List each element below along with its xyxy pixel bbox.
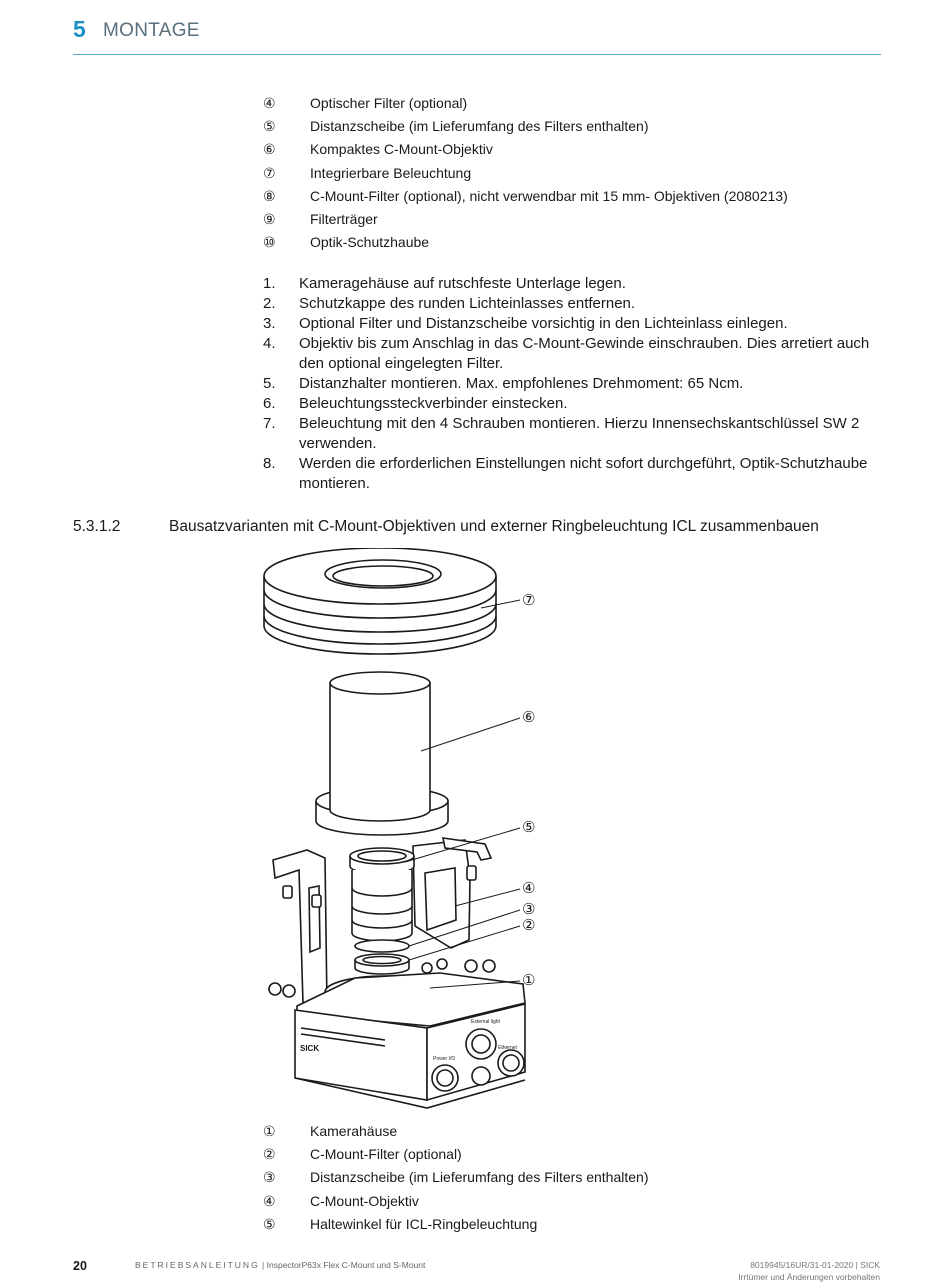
legend-number: ⑤ bbox=[263, 1215, 276, 1232]
step-text: Distanzhalter montieren. Max. empfohlenes Drehmoment: 65 Ncm. bbox=[299, 375, 744, 392]
page-number: 20 bbox=[73, 1259, 87, 1273]
legend-number: ⑧ bbox=[263, 187, 276, 204]
step-number: 6. bbox=[263, 395, 276, 412]
section-number: 5.3.1.2 bbox=[73, 518, 121, 535]
legend-text: Optischer Filter (optional) bbox=[310, 95, 468, 111]
step-item bbox=[263, 294, 873, 314]
step-number: 4. bbox=[263, 335, 276, 352]
legend-number: ⑦ bbox=[263, 164, 276, 181]
step-text: Beleuchtungssteckverbinder einstecken. bbox=[299, 395, 568, 412]
legend-text: C-Mount-Filter (optional), nicht verwendbar mit 15 mm- Objektiven (2080213) bbox=[310, 187, 788, 204]
step-item bbox=[263, 454, 873, 494]
callout-2: ② bbox=[522, 917, 536, 934]
legend-number: ⑩ bbox=[263, 234, 276, 251]
legend-text: Distanzscheibe (im Lieferumfang des Filters enthalten) bbox=[310, 118, 649, 135]
bracket-left bbox=[269, 850, 327, 1010]
legend-text: Distanzscheibe (im Lieferumfang des Filters enthalten) bbox=[310, 1169, 649, 1186]
legend-text: Optik-Schutzhaube bbox=[310, 234, 430, 251]
step-number: 8. bbox=[263, 455, 276, 472]
legend-text: Kamerahäuse bbox=[310, 1123, 398, 1139]
step-number: 1. bbox=[263, 275, 276, 292]
assembly-steps bbox=[263, 274, 873, 494]
legend-number: ⑤ bbox=[263, 118, 276, 135]
callout-1: ① bbox=[522, 972, 536, 989]
callout-6: ⑥ bbox=[522, 709, 536, 726]
footer-doc-id: 8019945/16UR/31-01-2020 | SICK bbox=[750, 1260, 880, 1270]
legend-number: ④ bbox=[263, 95, 276, 111]
step-item bbox=[263, 374, 873, 394]
legend-number: ④ bbox=[263, 1192, 276, 1209]
step-item bbox=[263, 314, 873, 334]
step-item bbox=[263, 394, 873, 414]
optics-tube bbox=[316, 672, 448, 835]
ethernet-label: Ethernet bbox=[498, 1045, 517, 1051]
legend-text: Filterträger bbox=[310, 210, 378, 227]
lens bbox=[350, 848, 414, 941]
external-light-label: External light bbox=[471, 1019, 500, 1025]
legend-text: C-Mount-Objektiv bbox=[310, 1192, 419, 1209]
power-io-label: Power I/O bbox=[433, 1056, 456, 1062]
bracket-right bbox=[413, 838, 491, 948]
step-text: Objektiv bis zum Anschlag in das C-Mount-Gewinde einschrauben. Dies arretiert auch den optional eingelegten Filter. bbox=[299, 335, 870, 372]
callout-5: ⑤ bbox=[522, 819, 536, 836]
step-text: Kameragehäuse auf rutschfeste Unterlage legen. bbox=[299, 275, 626, 292]
mounting-screws bbox=[422, 959, 495, 973]
callout-7: ⑦ bbox=[522, 592, 536, 609]
footer-right bbox=[738, 1259, 880, 1283]
exploded-assembly-illustration bbox=[255, 548, 555, 1116]
chapter-header bbox=[73, 16, 881, 55]
legend-number: ② bbox=[263, 1146, 276, 1163]
legend-number: ⑨ bbox=[263, 210, 276, 227]
legend-text: Integrierbare Beleuchtung bbox=[310, 164, 472, 181]
step-text: Optional Filter und Distanzscheibe vorsichtig in den Lichteinlass einlegen. bbox=[299, 315, 788, 332]
legend-number: ③ bbox=[263, 1169, 276, 1186]
step-number: 5. bbox=[263, 375, 276, 392]
footer-product: InspectorP63x Flex C-Mount und S-Mount bbox=[266, 1260, 426, 1270]
legend-text: Haltewinkel für ICL-Ringbeleuchtung bbox=[310, 1215, 538, 1232]
legend-number: ⑥ bbox=[263, 141, 276, 158]
step-item bbox=[263, 334, 873, 374]
footer-separator: | bbox=[259, 1260, 267, 1270]
camera-housing bbox=[295, 973, 525, 1108]
step-number: 7. bbox=[263, 415, 276, 432]
chapter-number: 5 bbox=[73, 16, 86, 42]
callout-3: ③ bbox=[522, 901, 536, 918]
legend-text: Kompaktes C-Mount-Objektiv bbox=[310, 141, 493, 158]
brand-logo: SICK bbox=[300, 1044, 320, 1053]
step-number: 3. bbox=[263, 315, 276, 332]
ring-light bbox=[264, 548, 496, 654]
step-item bbox=[263, 414, 873, 454]
section-title: Bausatzvarianten mit C-Mount-Objektiven und externer Ringbeleuchtung ICL zusammenbauen bbox=[169, 518, 819, 535]
step-item bbox=[263, 274, 873, 294]
step-text: Schutzkappe des runden Lichteinlasses entfernen. bbox=[299, 295, 636, 312]
spacer-and-filter bbox=[355, 940, 409, 974]
chapter-title: MONTAGE bbox=[103, 20, 200, 41]
footer-doc-type: BETRIEBSANLEITUNG bbox=[135, 1260, 260, 1270]
footer-document-title bbox=[135, 1260, 425, 1270]
footer-disclaimer: Irrtümer und Änderungen vorbehalten bbox=[738, 1272, 880, 1282]
callout-4: ④ bbox=[522, 880, 536, 897]
step-text: Beleuchtung mit den 4 Schrauben montieren. Hierzu Innensechskantschlüssel SW 2 verwenden. bbox=[299, 415, 860, 452]
legend-number: ① bbox=[263, 1123, 276, 1139]
step-number: 2. bbox=[263, 295, 276, 312]
step-text: Werden die erforderlichen Einstellungen nicht sofort durchgeführt, Optik-Schutzhaube montieren. bbox=[299, 455, 868, 492]
legend-text: C-Mount-Filter (optional) bbox=[310, 1146, 462, 1163]
